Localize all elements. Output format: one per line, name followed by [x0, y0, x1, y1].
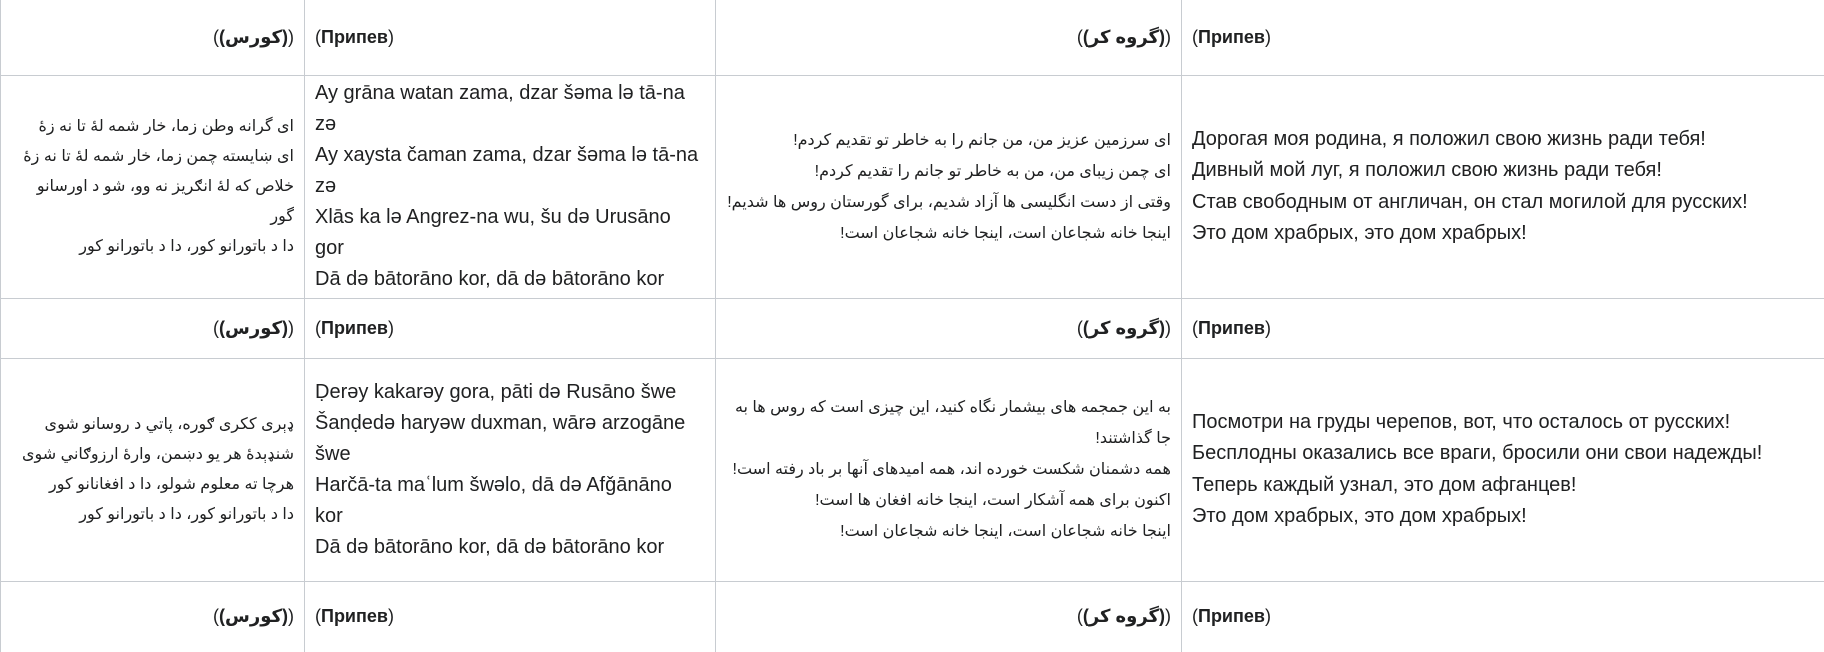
pashto-verse-cell — [1, 358, 305, 581]
verse-line: اینجا خانه شجاعان است، اینجا خانه شجاعان است! — [840, 224, 1171, 242]
verse-line: Теперь каждый узнал, это дом афганцев! — [1192, 473, 1577, 496]
chorus-label: (کورس) — [219, 317, 288, 338]
verse-line: Harčā-ta maʿlum šwəlo, dā də Afǧānāno kor — [315, 473, 672, 527]
verse-line: اینجا خانه شجاعان است، اینجا خانه شجاعان است! — [840, 523, 1171, 540]
verse-line: Дивный мой луг, я положил свою жизнь ради тебя! — [1192, 159, 1662, 181]
verse-row — [1, 358, 1824, 581]
chorus-row — [1, 581, 1824, 652]
verse-line: Бесплодны оказались все враги, бросили они свои надежды! — [1192, 442, 1763, 464]
chorus-label: (گروه کر) — [1082, 26, 1165, 47]
verse-line: Dā də bātorāno kor, dā də bātorāno kor — [315, 535, 665, 558]
chorus-label: Припев — [1198, 606, 1265, 627]
russian-chorus-cell: (Припев) — [1182, 581, 1824, 652]
chorus-row — [1, 298, 1824, 358]
translit-verse-cell — [305, 75, 716, 298]
verse-line: همه دشمنان شکست خورده اند، همه امیدهای آنها بر باد رفته است! — [732, 461, 1171, 478]
chorus-label: Припев — [321, 317, 388, 338]
verse-line: Это дом храбрых, это дом храбрых! — [1192, 222, 1527, 244]
pashto-chorus-cell: ((کورس)) — [1, 298, 305, 358]
verse-line: هرچا ته معلوم شولو، دا د افغانانو کور — [49, 475, 294, 493]
chorus-label: (گروه کر) — [1082, 606, 1165, 627]
dari-chorus-cell: ((گروه کر)) — [716, 581, 1182, 652]
verse-line: ای گرانه وطن زما، خار شمه لهٔ تا نه زهٔ — [38, 117, 294, 135]
verse-line: ای چمن زیبای من، من به خاطر تو جانم را تقدیم کردم! — [814, 162, 1171, 180]
verse-line: ای ښایسته چمن زما، خار شمه لهٔ تا نه زهٔ — [23, 147, 294, 165]
pashto-chorus-cell: ((کورس)) — [1, 0, 305, 75]
verse-line: دا د باتورانو کور، دا د باتورانو کور — [79, 505, 294, 523]
verse-line: Ay xaysta čaman zama, dzar šəma lə tā-na zə — [315, 144, 699, 197]
translit-chorus-cell: (Припев) — [305, 298, 716, 358]
verse-line: Dā də bātorāno kor, dā də bātorāno kor — [315, 268, 665, 290]
dari-verse-cell — [716, 358, 1182, 581]
chorus-label: Припев — [1198, 26, 1265, 47]
verse-line: دا د باتورانو کور، دا د باتورانو کور — [79, 237, 294, 255]
verse-row — [1, 75, 1824, 298]
verse-line: Посмотри на груды черепов, вот, что осталось от русских! — [1192, 410, 1731, 433]
verse-line: وقتی از دست انگلیسی ها آزاد شدیم، برای گورستان روس ها شدیم! — [727, 193, 1171, 211]
verse-line: Это дом храбрых, это дом храбрых! — [1192, 505, 1527, 527]
russian-chorus-cell: (Припев) — [1182, 298, 1824, 358]
verse-line: شنډېدهٔ هر يو دښمن، وارهٔ ارزوګاني شوى — [21, 445, 294, 463]
chorus-label: (کورس) — [219, 26, 288, 47]
pashto-chorus-cell: ((کورس)) — [1, 581, 305, 652]
translit-chorus-cell: (Припев) — [305, 581, 716, 652]
verse-line: ډېرى ککرى ګوره، پاتي د روسانو شوى — [44, 415, 294, 433]
verse-line: Дорогая моя родина, я положил свою жизнь ради тебя! — [1192, 127, 1706, 150]
verse-line: خلاص که لهٔ انګریز نه وو، شو د اورسانو گور — [36, 177, 294, 225]
chorus-label: Припев — [1198, 317, 1265, 338]
verse-line: Xlās ka lə Angrez-na wu, šu də Urusāno gor — [315, 206, 671, 259]
translit-chorus-cell: (Припев) — [305, 0, 716, 75]
dari-verse-cell — [716, 75, 1182, 298]
verse-line: Ḍerəy kakarəy gora, pāti də Rusāno šwe — [315, 380, 677, 403]
chorus-label: Припев — [321, 26, 388, 47]
chorus-label: (گروه کر) — [1082, 317, 1165, 338]
verse-line: اکنون برای همه آشکار است، اینجا خانه افغان ها است! — [815, 492, 1171, 509]
verse-line: Ay grāna watan zama, dzar šəma lə tā-na zə — [315, 82, 685, 135]
dari-chorus-cell: ((گروه کر)) — [716, 0, 1182, 75]
chorus-label: Припев — [321, 606, 388, 627]
pashto-verse-cell — [1, 75, 305, 298]
verse-line: ای سرزمین عزیز من، من جانم را به خاطر تو تقدیم کردم! — [793, 131, 1171, 149]
translit-verse-cell — [305, 358, 716, 581]
verse-line: به این جمجمه های بیشمار نگاه کنید، این چیزی است که روس ها به جا گذاشتند! — [734, 399, 1171, 447]
chorus-row — [1, 0, 1824, 75]
russian-verse-cell — [1182, 75, 1824, 298]
verse-line: Став свободным от англичан, он стал могилой для русских! — [1192, 190, 1748, 213]
dari-chorus-cell: ((گروه کر)) — [716, 298, 1182, 358]
chorus-label: (کورس) — [219, 606, 288, 627]
russian-chorus-cell: (Припев) — [1182, 0, 1824, 75]
verse-line: Šanḍedə haryəw duxman, wārə arzogāne šwe — [315, 411, 686, 465]
russian-verse-cell — [1182, 358, 1824, 581]
